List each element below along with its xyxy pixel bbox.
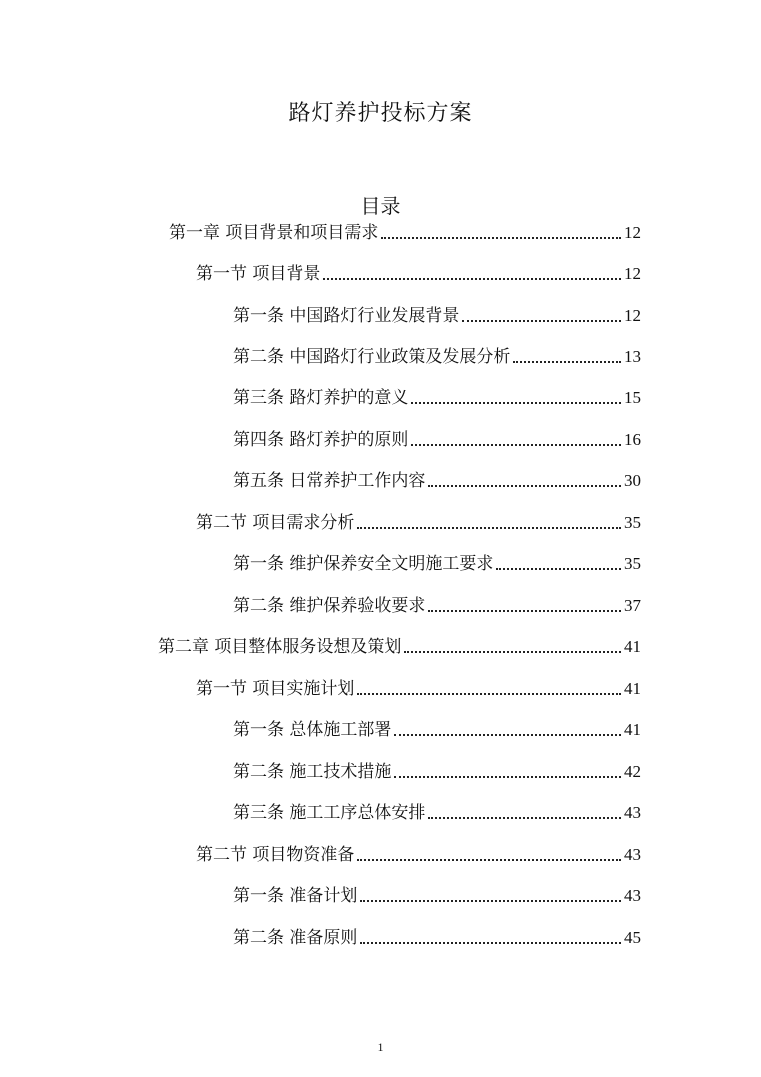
toc-entry-section[interactable] [196,508,641,534]
toc-entry-label: 第一节 项目实施计划 [196,679,355,699]
dot-leader [496,568,621,570]
dot-leader [404,651,621,653]
page-number: 1 [377,1040,384,1054]
toc-entry-page: 16 [624,430,641,449]
dot-leader [357,859,621,861]
dot-leader [513,361,621,363]
toc-entry-page: 35 [624,513,641,532]
toc-entry-page: 42 [624,762,641,781]
toc-entry-section[interactable] [196,674,641,700]
toc-entry-label: 第二条 中国路灯行业政策及发展分析 [233,347,511,367]
toc-entry-label: 第二条 维护保养验收要求 [233,596,426,616]
dot-leader [411,444,621,446]
toc-entry-section[interactable] [196,259,641,285]
dot-leader [428,485,621,487]
toc-entry-chapter[interactable] [158,632,641,658]
toc-entry-page: 43 [624,886,641,905]
toc-entry-label: 第二章 项目整体服务设想及策划 [158,637,402,657]
toc-entry-label: 第一条 准备计划 [233,886,358,906]
dot-leader [323,278,621,280]
toc-entry-article[interactable] [233,798,641,824]
toc-entry-label: 第一条 维护保养安全文明施工要求 [233,554,494,574]
dot-leader [394,776,621,778]
toc-entry-label: 第二条 准备原则 [233,928,358,948]
toc-entry-label: 第二条 施工技术措施 [233,762,392,782]
toc-entry-page: 12 [624,223,641,242]
dot-leader [360,942,621,944]
toc-entry-article[interactable] [233,549,641,575]
toc-entry-label: 第三条 施工工序总体安排 [233,803,426,823]
toc-entry-label: 第二节 项目需求分析 [196,513,355,533]
toc-entry-article[interactable] [233,425,641,451]
toc-entry-article[interactable] [233,466,641,492]
dot-leader [462,320,621,322]
toc-entry-article[interactable] [233,342,641,368]
toc-entry-label: 第三条 路灯养护的意义 [233,388,409,408]
toc-entry-article[interactable] [233,591,641,617]
toc-entry-label: 第二节 项目物资准备 [196,845,355,865]
toc-entry-label: 第一条 总体施工部署 [233,720,392,740]
dot-leader [357,527,621,529]
toc-entry-label: 第五条 日常养护工作内容 [233,471,426,491]
toc-entry-page: 13 [624,347,641,366]
toc-entry-page: 43 [624,803,641,822]
dot-leader [357,693,621,695]
toc-entry-page: 41 [624,637,641,656]
toc-entry-page: 15 [624,388,641,407]
toc-entry-article[interactable] [233,881,641,907]
toc-entry-page: 12 [624,264,641,283]
toc-entry-label: 第一条 中国路灯行业发展背景 [233,306,460,326]
toc-entry-article[interactable] [233,923,641,949]
dot-leader [428,817,621,819]
toc-entry-label: 第一章 项目背景和项目需求 [169,223,379,243]
toc-entry-article[interactable] [233,301,641,327]
toc-heading: 目录 [360,194,401,218]
toc-entry-page: 45 [624,928,641,947]
dot-leader [381,237,621,239]
toc-entry-page: 12 [624,306,641,325]
toc-entry-page: 37 [624,596,641,615]
toc-entry-chapter[interactable] [169,218,641,244]
dot-leader [428,610,621,612]
toc-entry-label: 第一节 项目背景 [196,264,321,284]
toc-entry-page: 30 [624,471,641,490]
toc-entry-section[interactable] [196,840,641,866]
document-title: 路灯养护投标方案 [288,101,473,126]
dot-leader [394,734,621,736]
dot-leader [360,900,621,902]
toc-entry-page: 41 [624,679,641,698]
toc-entry-page: 41 [624,720,641,739]
toc-entry-article[interactable] [233,383,641,409]
toc-entry-label: 第四条 路灯养护的原则 [233,430,409,450]
toc-entry-page: 43 [624,845,641,864]
dot-leader [411,402,621,404]
toc-entry-page: 35 [624,554,641,573]
toc-entry-article[interactable] [233,715,641,741]
toc-entry-article[interactable] [233,757,641,783]
